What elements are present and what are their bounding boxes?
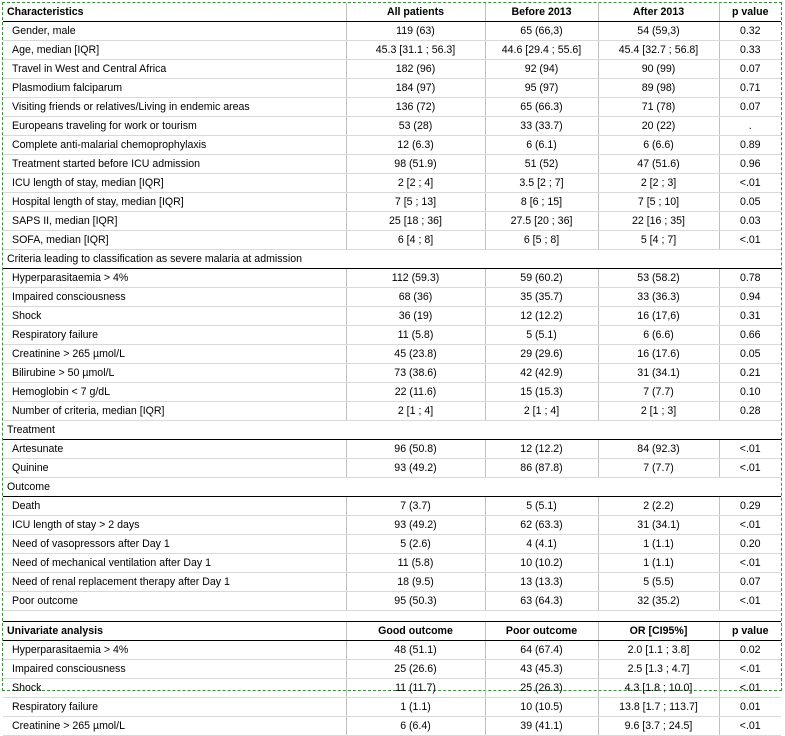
- row-value-1: 12 (6.3): [346, 136, 485, 155]
- table-header-row: [3, 3, 781, 22]
- row-value-4: 0.78: [719, 269, 781, 288]
- header-or-ci: OR [CI95%]: [598, 622, 719, 641]
- table-row: [3, 516, 781, 535]
- row-label: Visiting friends or relatives/Living in endemic areas: [3, 98, 346, 117]
- table-row: [3, 41, 781, 60]
- section-treatment: [3, 421, 781, 440]
- row-value-4: 0.89: [719, 136, 781, 155]
- row-label: Respiratory failure: [3, 326, 346, 345]
- table-row: [3, 136, 781, 155]
- row-value-3: 54 (59,3): [598, 22, 719, 41]
- table-spacer-cell: [3, 611, 781, 622]
- row-value-3: 16 (17.6): [598, 345, 719, 364]
- row-value-2: 65 (66.3): [485, 98, 598, 117]
- row-value-3: 2 [1 ; 3]: [598, 402, 719, 421]
- row-value-4: <.01: [719, 660, 781, 679]
- row-value-2: 43 (45.3): [485, 660, 598, 679]
- table-row: [3, 660, 781, 679]
- row-value-2: 59 (60.2): [485, 269, 598, 288]
- row-label: Plasmodium falciparum: [3, 79, 346, 98]
- row-label: Age, median [IQR]: [3, 41, 346, 60]
- row-value-1: 95 (50.3): [346, 592, 485, 611]
- row-label: Respiratory failure: [3, 698, 346, 717]
- table-row: [3, 459, 781, 478]
- row-value-1: 7 (3.7): [346, 497, 485, 516]
- row-value-1: 7 [5 ; 13]: [346, 193, 485, 212]
- row-value-1: 6 [4 ; 8]: [346, 231, 485, 250]
- row-value-3: 2.5 [1.3 ; 4.7]: [598, 660, 719, 679]
- row-value-4: 0.66: [719, 326, 781, 345]
- row-value-3: 9.6 [3.7 ; 24.5]: [598, 717, 719, 736]
- header-univariate-analysis: Univariate analysis: [3, 622, 346, 641]
- row-value-2: 15 (15.3): [485, 383, 598, 402]
- row-value-4: 0.05: [719, 345, 781, 364]
- table-row: [3, 535, 781, 554]
- header-characteristics: Characteristics: [3, 3, 346, 22]
- row-value-3: 45.4 [32.7 ; 56.8]: [598, 41, 719, 60]
- row-value-3: 2.0 [1.1 ; 3.8]: [598, 641, 719, 660]
- table-row: [3, 288, 781, 307]
- row-value-1: 96 (50.8): [346, 440, 485, 459]
- table-row: [3, 22, 781, 41]
- table-row: [3, 402, 781, 421]
- row-value-3: 2 [2 ; 3]: [598, 174, 719, 193]
- row-value-4: <.01: [719, 440, 781, 459]
- row-value-3: 32 (35.2): [598, 592, 719, 611]
- row-value-4: 0.29: [719, 497, 781, 516]
- row-value-4: 0.07: [719, 60, 781, 79]
- row-value-1: 22 (11.6): [346, 383, 485, 402]
- row-label: Creatinine > 265 µmol/L: [3, 717, 346, 736]
- table-row: [3, 364, 781, 383]
- row-value-1: 6 (6.4): [346, 717, 485, 736]
- row-value-3: 1 (1.1): [598, 535, 719, 554]
- row-label: SOFA, median [IQR]: [3, 231, 346, 250]
- row-value-2: 10 (10.2): [485, 554, 598, 573]
- table-row: [3, 679, 781, 698]
- section-outcome: [3, 478, 781, 497]
- row-value-1: 45.3 [31.1 ; 56.3]: [346, 41, 485, 60]
- row-label: Complete anti-malarial chemoprophylaxis: [3, 136, 346, 155]
- table-row: [3, 98, 781, 117]
- table-row: [3, 573, 781, 592]
- row-value-4: <.01: [719, 516, 781, 535]
- table-spacer: [3, 611, 781, 622]
- row-value-4: 0.33: [719, 41, 781, 60]
- section-criteria: [3, 250, 781, 269]
- row-value-4: 0.03: [719, 212, 781, 231]
- row-value-3: 7 (7.7): [598, 383, 719, 402]
- table-row: [3, 155, 781, 174]
- row-label: Quinine: [3, 459, 346, 478]
- results-table-body: [3, 3, 781, 736]
- row-value-2: 92 (94): [485, 60, 598, 79]
- row-label: ICU length of stay > 2 days: [3, 516, 346, 535]
- table-row: [3, 231, 781, 250]
- row-value-3: 1 (1.1): [598, 554, 719, 573]
- row-value-3: 71 (78): [598, 98, 719, 117]
- row-value-3: 6 (6.6): [598, 326, 719, 345]
- row-value-4: 0.28: [719, 402, 781, 421]
- row-value-1: 2 [2 ; 4]: [346, 174, 485, 193]
- row-value-3: 13.8 [1.7 ; 113.7]: [598, 698, 719, 717]
- row-value-4: 0.21: [719, 364, 781, 383]
- row-value-1: 45 (23.8): [346, 345, 485, 364]
- row-value-4: 0.02: [719, 641, 781, 660]
- header-all-patients: All patients: [346, 3, 485, 22]
- row-label: Creatinine > 265 µmol/L: [3, 345, 346, 364]
- row-value-3: 20 (22): [598, 117, 719, 136]
- row-value-2: 63 (64.3): [485, 592, 598, 611]
- row-value-4: 0.01: [719, 698, 781, 717]
- row-label: ICU length of stay, median [IQR]: [3, 174, 346, 193]
- row-label: Need of vasopressors after Day 1: [3, 535, 346, 554]
- header-after-2013: After 2013: [598, 3, 719, 22]
- row-value-4: .: [719, 117, 781, 136]
- row-label: Death: [3, 497, 346, 516]
- row-value-2: 35 (35.7): [485, 288, 598, 307]
- univariate-header-row: [3, 622, 781, 641]
- row-value-3: 53 (58.2): [598, 269, 719, 288]
- row-value-3: 33 (36.3): [598, 288, 719, 307]
- header-before-2013: Before 2013: [485, 3, 598, 22]
- table-row: [3, 592, 781, 611]
- row-value-2: 39 (41.1): [485, 717, 598, 736]
- row-value-1: 93 (49.2): [346, 516, 485, 535]
- table-row: [3, 383, 781, 402]
- table-row: [3, 717, 781, 736]
- row-label: Impaired consciousness: [3, 288, 346, 307]
- row-label: Need of renal replacement therapy after Day 1: [3, 573, 346, 592]
- row-label: Impaired consciousness: [3, 660, 346, 679]
- row-value-2: 25 (26.3): [485, 679, 598, 698]
- row-value-2: 6 (6.1): [485, 136, 598, 155]
- table-row: [3, 641, 781, 660]
- row-label: Poor outcome: [3, 592, 346, 611]
- row-value-3: 89 (98): [598, 79, 719, 98]
- row-label: Hyperparasitaemia > 4%: [3, 269, 346, 288]
- row-value-3: 7 [5 ; 10]: [598, 193, 719, 212]
- section-outcome-title: Outcome: [3, 478, 781, 497]
- row-value-4: <.01: [719, 459, 781, 478]
- table-row: [3, 193, 781, 212]
- row-value-4: 0.94: [719, 288, 781, 307]
- section-criteria-title: Criteria leading to classification as severe malaria at admission: [3, 250, 781, 269]
- row-value-4: <.01: [719, 592, 781, 611]
- row-value-4: 0.20: [719, 535, 781, 554]
- row-value-2: 12 (12.2): [485, 307, 598, 326]
- row-value-2: 33 (33.7): [485, 117, 598, 136]
- row-value-3: 6 (6.6): [598, 136, 719, 155]
- row-value-2: 64 (67.4): [485, 641, 598, 660]
- row-label: Shock: [3, 679, 346, 698]
- row-value-4: 0.07: [719, 98, 781, 117]
- row-value-3: 4.3 [1.8 ; 10.0]: [598, 679, 719, 698]
- row-value-2: 2 [1 ; 4]: [485, 402, 598, 421]
- row-value-1: 25 (26.6): [346, 660, 485, 679]
- row-value-3: 5 [4 ; 7]: [598, 231, 719, 250]
- row-value-1: 36 (19): [346, 307, 485, 326]
- row-label: Travel in West and Central Africa: [3, 60, 346, 79]
- section-treatment-title: Treatment: [3, 421, 781, 440]
- table-row: [3, 326, 781, 345]
- header-p-value: p value: [719, 3, 781, 22]
- header-good-outcome: Good outcome: [346, 622, 485, 641]
- row-value-1: 93 (49.2): [346, 459, 485, 478]
- row-value-3: 47 (51.6): [598, 155, 719, 174]
- row-value-2: 10 (10.5): [485, 698, 598, 717]
- row-label: Hyperparasitaemia > 4%: [3, 641, 346, 660]
- row-value-2: 27.5 [20 ; 36]: [485, 212, 598, 231]
- row-label: Treatment started before ICU admission: [3, 155, 346, 174]
- row-value-2: 4 (4.1): [485, 535, 598, 554]
- table-row: [3, 440, 781, 459]
- table-row: [3, 307, 781, 326]
- row-value-2: 62 (63.3): [485, 516, 598, 535]
- row-value-2: 51 (52): [485, 155, 598, 174]
- table-row: [3, 79, 781, 98]
- row-value-1: 182 (96): [346, 60, 485, 79]
- row-value-2: 5 (5.1): [485, 497, 598, 516]
- row-value-3: 5 (5.5): [598, 573, 719, 592]
- row-label: Shock: [3, 307, 346, 326]
- row-value-4: <.01: [719, 679, 781, 698]
- row-value-2: 95 (97): [485, 79, 598, 98]
- row-value-1: 136 (72): [346, 98, 485, 117]
- row-value-2: 3.5 [2 ; 7]: [485, 174, 598, 193]
- row-value-3: 22 [16 ; 35]: [598, 212, 719, 231]
- row-value-2: 86 (87.8): [485, 459, 598, 478]
- row-value-1: 11 (5.8): [346, 326, 485, 345]
- row-value-4: <.01: [719, 554, 781, 573]
- table-row: [3, 174, 781, 193]
- row-value-2: 42 (42.9): [485, 364, 598, 383]
- row-value-3: 16 (17,6): [598, 307, 719, 326]
- row-value-4: 0.10: [719, 383, 781, 402]
- row-value-4: <.01: [719, 174, 781, 193]
- row-value-4: 0.32: [719, 22, 781, 41]
- row-label: Hemoglobin < 7 g/dL: [3, 383, 346, 402]
- results-table: [3, 3, 781, 736]
- row-value-4: <.01: [719, 717, 781, 736]
- table-row: [3, 698, 781, 717]
- row-value-2: 5 (5.1): [485, 326, 598, 345]
- row-value-1: 112 (59.3): [346, 269, 485, 288]
- row-value-1: 73 (38.6): [346, 364, 485, 383]
- row-value-2: 12 (12.2): [485, 440, 598, 459]
- row-value-3: 84 (92.3): [598, 440, 719, 459]
- row-value-4: 0.05: [719, 193, 781, 212]
- table-row: [3, 554, 781, 573]
- row-value-1: 11 (11.7): [346, 679, 485, 698]
- header-p-value-univariate: p value: [719, 622, 781, 641]
- header-poor-outcome: Poor outcome: [485, 622, 598, 641]
- row-value-1: 25 [18 ; 36]: [346, 212, 485, 231]
- row-label: Number of criteria, median [IQR]: [3, 402, 346, 421]
- row-label: Need of mechanical ventilation after Day 1: [3, 554, 346, 573]
- row-value-2: 65 (66,3): [485, 22, 598, 41]
- row-value-1: 68 (36): [346, 288, 485, 307]
- table-row: [3, 60, 781, 79]
- table-row: [3, 117, 781, 136]
- row-value-3: 31 (34.1): [598, 516, 719, 535]
- table-row: [3, 345, 781, 364]
- row-label: Europeans traveling for work or tourism: [3, 117, 346, 136]
- row-value-1: 48 (51.1): [346, 641, 485, 660]
- row-label: Artesunate: [3, 440, 346, 459]
- row-value-1: 1 (1.1): [346, 698, 485, 717]
- row-label: Bilirubine > 50 µmol/L: [3, 364, 346, 383]
- table-row: [3, 212, 781, 231]
- row-value-3: 31 (34.1): [598, 364, 719, 383]
- table-row: [3, 497, 781, 516]
- row-value-4: 0.96: [719, 155, 781, 174]
- row-value-4: 0.07: [719, 573, 781, 592]
- row-value-1: 184 (97): [346, 79, 485, 98]
- row-value-3: 2 (2.2): [598, 497, 719, 516]
- row-value-1: 2 [1 ; 4]: [346, 402, 485, 421]
- row-value-1: 119 (63): [346, 22, 485, 41]
- row-value-1: 5 (2.6): [346, 535, 485, 554]
- row-value-2: 29 (29.6): [485, 345, 598, 364]
- row-value-2: 8 [6 ; 15]: [485, 193, 598, 212]
- row-label: Hospital length of stay, median [IQR]: [3, 193, 346, 212]
- row-value-1: 53 (28): [346, 117, 485, 136]
- row-value-2: 6 [5 ; 8]: [485, 231, 598, 250]
- row-label: SAPS II, median [IQR]: [3, 212, 346, 231]
- row-value-3: 7 (7.7): [598, 459, 719, 478]
- row-value-1: 18 (9.5): [346, 573, 485, 592]
- row-value-2: 13 (13.3): [485, 573, 598, 592]
- row-value-4: <.01: [719, 231, 781, 250]
- row-value-4: 0.31: [719, 307, 781, 326]
- row-value-1: 11 (5.8): [346, 554, 485, 573]
- row-value-1: 98 (51.9): [346, 155, 485, 174]
- row-value-3: 90 (99): [598, 60, 719, 79]
- row-value-2: 44.6 [29.4 ; 55.6]: [485, 41, 598, 60]
- table-row: [3, 269, 781, 288]
- row-label: Gender, male: [3, 22, 346, 41]
- row-value-4: 0.71: [719, 79, 781, 98]
